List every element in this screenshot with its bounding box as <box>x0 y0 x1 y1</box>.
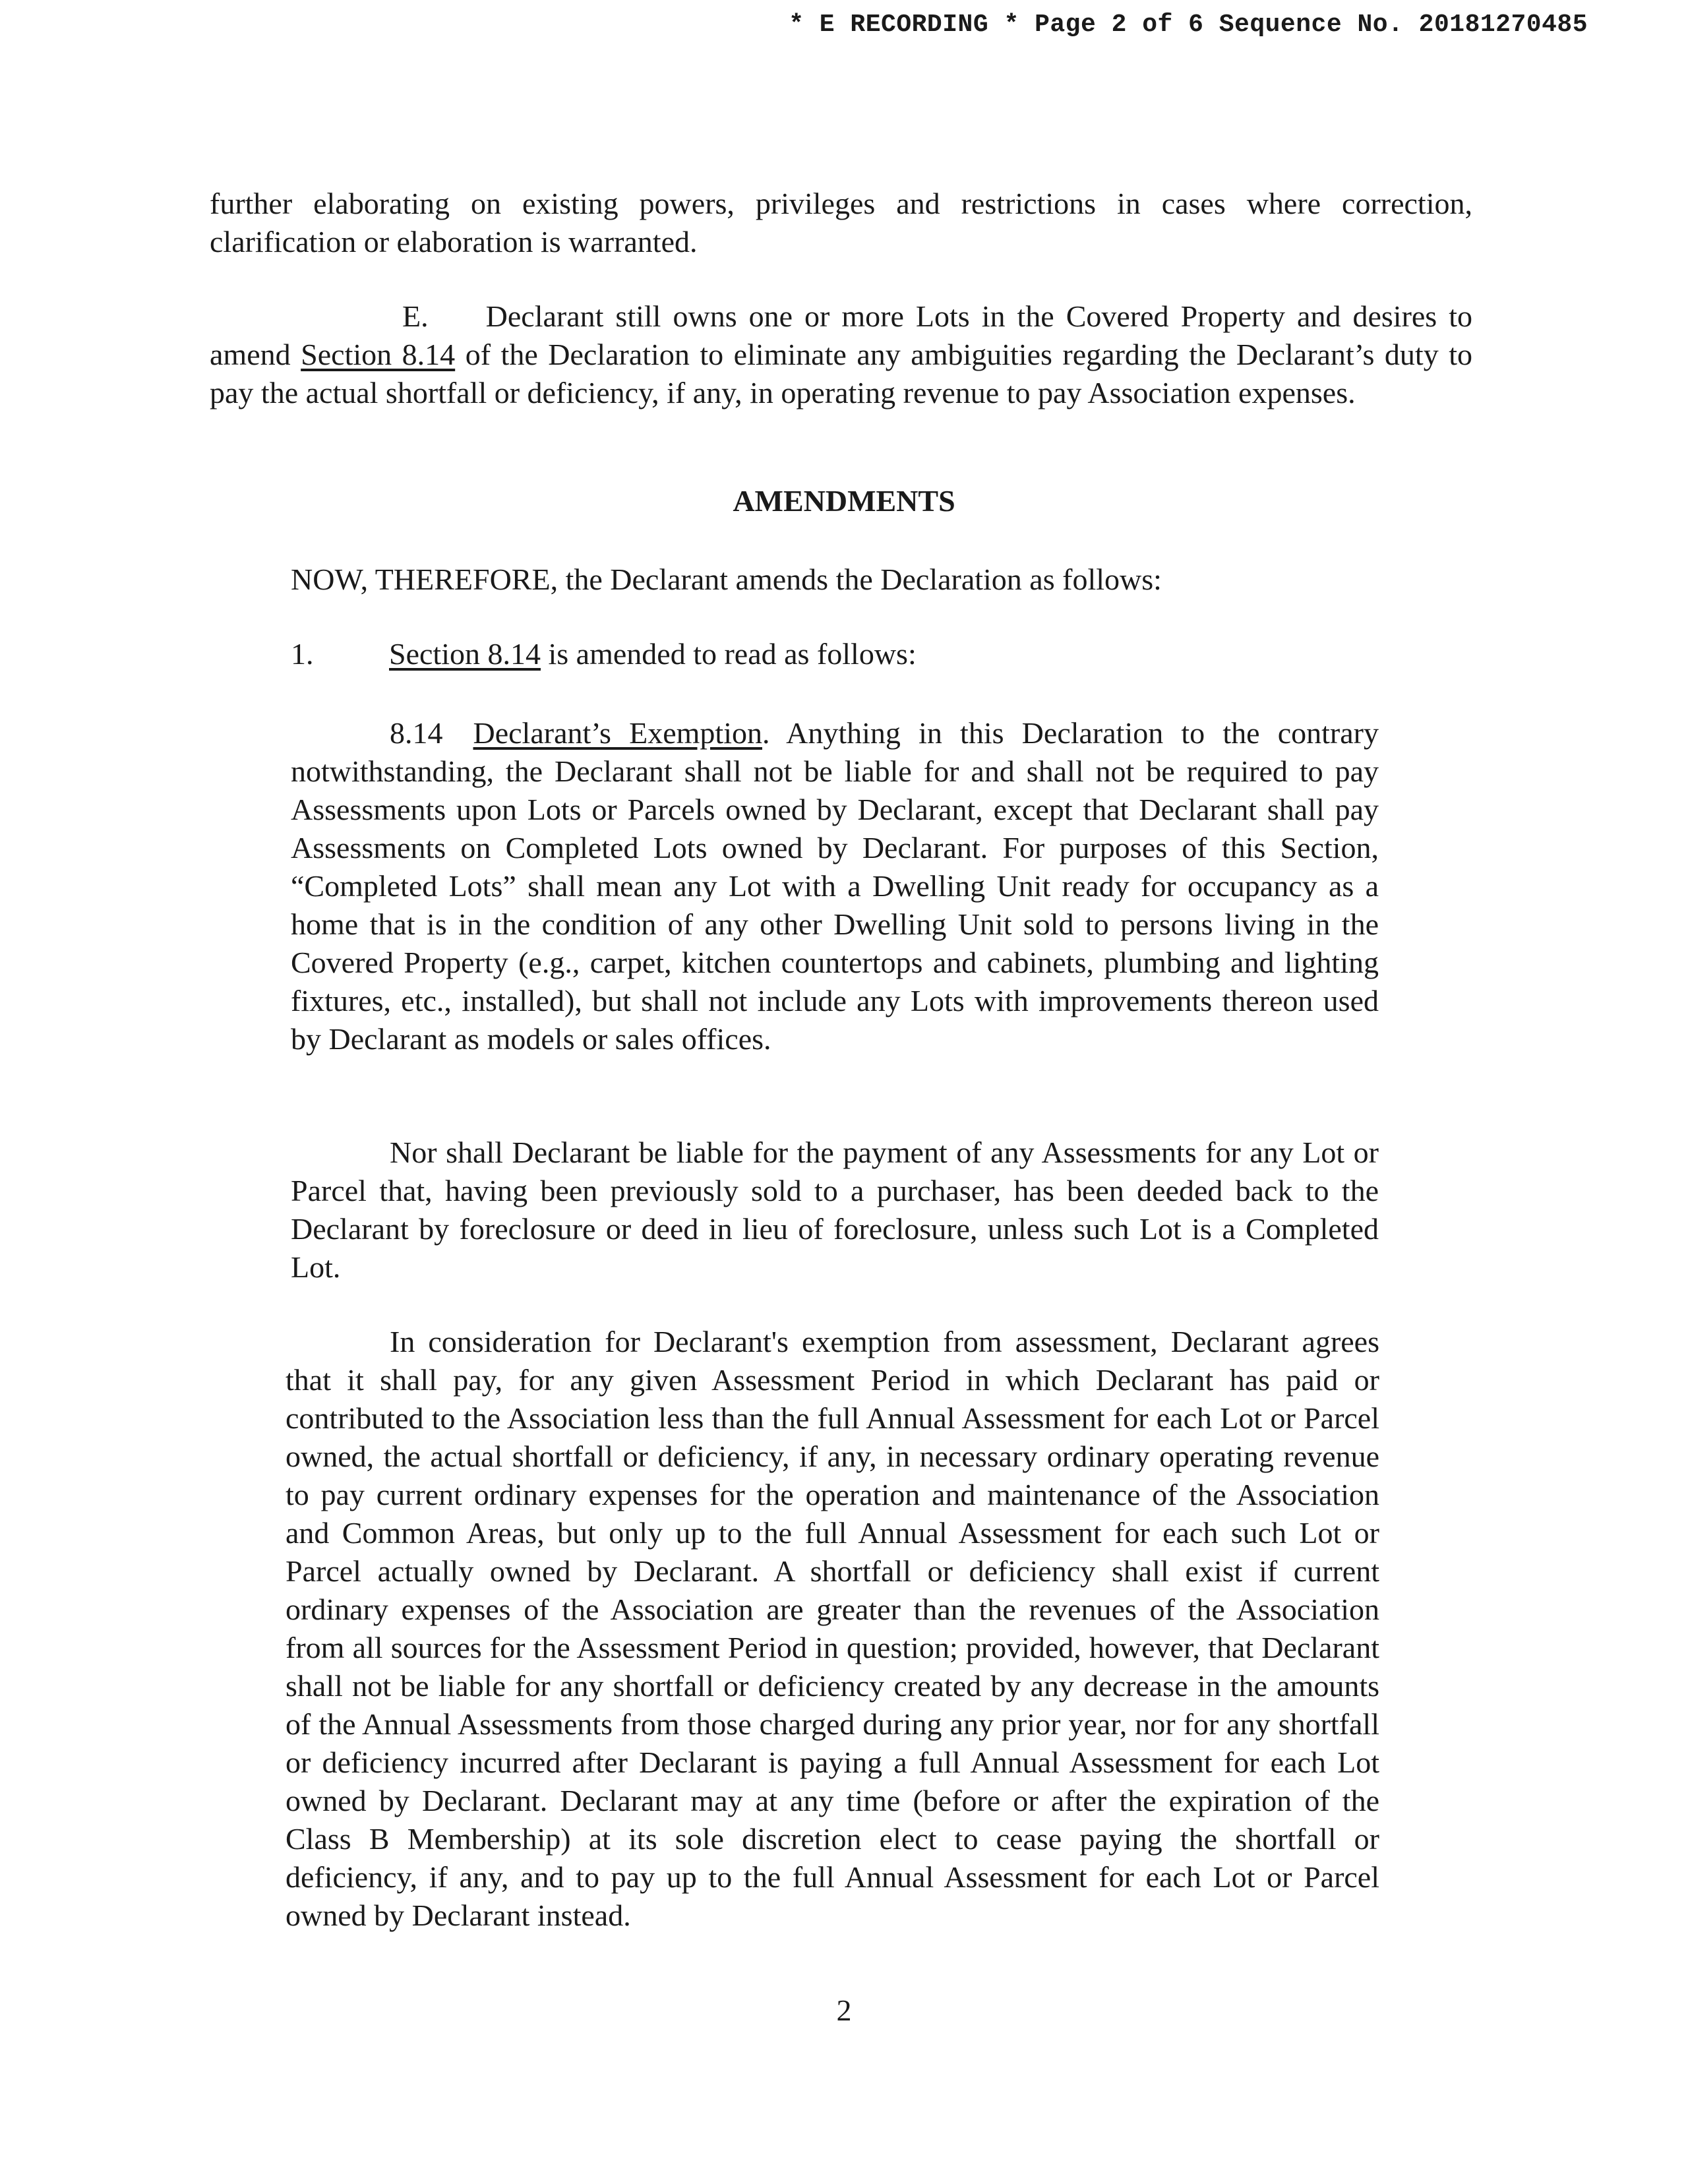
continuation-paragraph: further elaborating on existing powers, privileges and restrictions in cases where correction, clarification or elaboration is warranted. <box>210 187 1472 258</box>
recital-e-section-ref: Section 8.14 <box>301 338 456 371</box>
section-8-14-title: Declarant’s Exemption <box>473 716 762 750</box>
consideration-paragraph: In consideration for Declarant's exemption from assessment, Declarant agrees that it shall pay, for any given Assessment Period in which Declarant has paid or contributed to the Association less than the full Annual Assessment for each Lot or Parcel owned, the actual shortfall or deficiency, if any, in necessary ordinary operating revenue to pay current ordinary expenses for the operation and maintenance of the Association and Common Areas, but only up to the full Annual Assessment for each such Lot or Parcel actually owned by Declarant. A shortfall or deficiency shall exist if current ordinary expenses of the Association are greater than the revenues of the Association from all sources for the Assessment Period in question; provided, however, that Declarant shall not be liable for any shortfall or deficiency created by any decrease in the amounts of the Annual Assessments from those charged during any prior year, nor for any shortfall or deficiency incurred after Declarant is paying a full Annual Assessment for each Lot owned by Declarant. Declarant may at any time (before or after the expiration of the Class B Membership) at its sole discretion elect to cease paying the shortfall or deficiency, if any, and to pay up to the full Annual Assessment for each Lot or Parcel owned by Declarant instead. <box>286 1325 1379 1932</box>
nor-paragraph: Nor shall Declarant be liable for the payment of any Assessments for any Lot or Parcel that, having been previously sold to a purchaser, has been deeded back to the Declarant by foreclosure or deed in lieu of foreclosure, unless such Lot is a Completed Lot. <box>291 1136 1379 1284</box>
recital-e-text-before: Declarant still owns one or more Lots in the Covered Property and desires to amend <box>210 299 1473 371</box>
recital-e-paragraph <box>210 297 1472 412</box>
section-8-14-paragraph <box>291 714 1379 1058</box>
recital-e-letter: E. <box>402 299 429 333</box>
recording-header: * E RECORDING * Page 2 of 6 Sequence No. 20181270485 <box>789 11 1588 39</box>
amendments-heading: AMENDMENTS <box>733 484 955 518</box>
section-8-14-number: 8.14 <box>390 716 443 750</box>
section-8-14-text: . Anything in this Declaration to the contrary notwithstanding, the Declarant shall not be liable for and shall not be required to pay Assessments upon Lots or Parcels owned by Declarant, except that Declarant shall pay Assessments on Completed Lots owned by Declarant. For purposes of this Section, “Completed Lots” shall mean any Lot with a Dwelling Unit ready for occupancy as a home that is in the condition of any other Dwelling Unit sold to persons living in the Covered Property (e.g., carpet, kitchen countertops and cabinets, plumbing and lighting fixtures, etc., installed), but shall not include any Lots with improvements thereon used by Declarant as models or sales offices. <box>291 716 1379 1056</box>
recital-e-text-after: of the Declaration to eliminate any ambiguities regarding the Declarant’s duty to pay the actual shortfall or deficiency, if any, in operating revenue to pay Association expenses. <box>210 338 1472 410</box>
now-therefore-paragraph: NOW, THEREFORE, the Declarant amends the Declaration as follows: <box>291 562 1162 596</box>
amendment-item-1 <box>291 635 1478 673</box>
amendment-item-section-ref: Section 8.14 <box>389 637 541 671</box>
page-number: 2 <box>836 1993 852 2027</box>
amendment-item-text: is amended to read as follows: <box>540 637 917 671</box>
amendment-item-number: 1. <box>291 637 314 671</box>
